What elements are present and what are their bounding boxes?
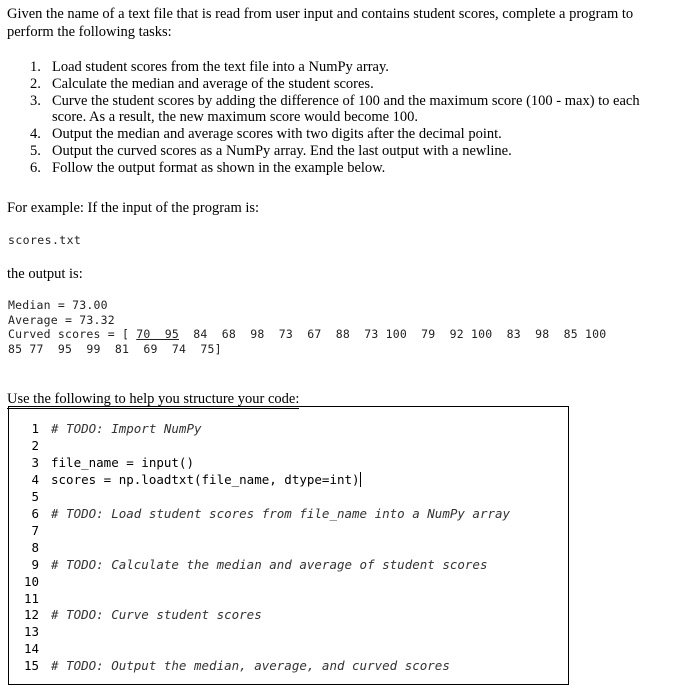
- line-number: 5: [31, 488, 39, 504]
- code-line: # TODO: Calculate the median and average of student scores: [51, 556, 488, 572]
- line-number: 8: [31, 539, 39, 555]
- task-number: 5.: [30, 142, 41, 159]
- line-number: 15: [23, 658, 39, 674]
- task-number: 3.: [30, 92, 41, 109]
- code-line: scores = np.loadtxt(file_name, dtype=int): [51, 471, 360, 487]
- task-item: 6. Follow the output format as shown in the example below.: [30, 159, 386, 176]
- code-line: file_name = input(): [51, 454, 194, 470]
- code-editor[interactable]: [8, 406, 569, 685]
- line-number: 10: [23, 573, 39, 589]
- line-number: 12: [23, 607, 39, 623]
- line-number: 6: [31, 505, 39, 521]
- example-input: scores.txt: [8, 233, 82, 247]
- output-label: the output is:: [7, 266, 83, 282]
- line-number: 4: [31, 471, 39, 487]
- task-item: 2. Calculate the median and average of the student scores.: [30, 75, 374, 92]
- code-line: # TODO: Curve student scores: [51, 607, 262, 623]
- task-item: 1. Load student scores from the text file into a NumPy array.: [30, 59, 389, 75]
- problem-intro: Given the name of a text file that is read from user input and contains student scores, complete a program to perform the following tasks:: [7, 6, 634, 40]
- task-number: 6.: [30, 159, 41, 176]
- task-number: 4.: [30, 126, 41, 143]
- line-number: 11: [23, 590, 39, 606]
- line-number: 14: [23, 641, 39, 657]
- example-intro: For example: If the input of the program is:: [7, 200, 260, 216]
- line-number: 1: [31, 421, 39, 436]
- line-number: 9: [31, 556, 39, 572]
- task-item: 4. Output the median and average scores with two digits after the decimal point.: [30, 126, 502, 143]
- output-curved-underlined: 70 95: [136, 327, 179, 342]
- code-line: # TODO: Import NumPy: [51, 421, 202, 436]
- task-item: 5. Output the curved scores as a NumPy array. End the last output with a newline.: [30, 142, 512, 159]
- line-number: 13: [23, 624, 39, 640]
- code-line: # TODO: Load student scores from file_name into a NumPy array: [51, 505, 511, 521]
- task-list: [24, 59, 674, 177]
- example-output: [8, 298, 606, 357]
- task-number: 2.: [30, 75, 41, 92]
- line-number: 2: [31, 437, 39, 453]
- code-line: # TODO: Output the median, average, and curved scores: [51, 658, 450, 674]
- output-average: Average = 73.32: [8, 312, 115, 327]
- task-number: 1.: [30, 59, 41, 75]
- output-curved-rest: 84 68 98 73 67 88 73 100 79 92 100 83 98 85 100: [178, 327, 607, 342]
- structure-label: Use the following to help you structure your code:: [7, 391, 300, 407]
- line-number: 7: [31, 522, 39, 538]
- output-curved-line2: 85 77 95 99 81 69 74 75]: [8, 342, 222, 357]
- task-item: 3. Curve the student scores by adding the difference of 100 and the maximum score (100 - max) to each score. As a result, the new maximum score would become 100.: [30, 92, 640, 126]
- output-curved-prefix: Curved scores = [: [8, 327, 137, 342]
- output-median: Median = 73.00: [8, 298, 108, 312]
- line-number: 3: [31, 454, 39, 470]
- code-lines: [21, 421, 510, 675]
